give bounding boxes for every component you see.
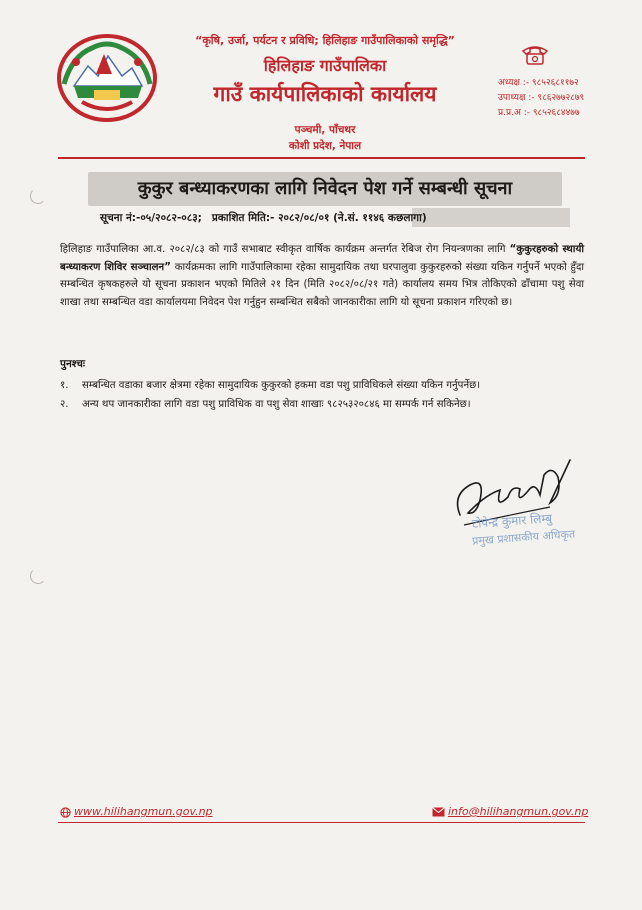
contact-cao: प्र.प्र.अ :- ९८५२६८४४७७ (498, 108, 580, 118)
office-name: गाउँ कार्यपालिकाको कार्यालय (213, 82, 437, 106)
email-text: info@hilihangmun.gov.np (448, 805, 589, 818)
notice-meta (100, 211, 580, 225)
website-text: www.hilihangmun.gov.np (74, 805, 213, 818)
envelope-icon (432, 807, 445, 817)
program-name: “कुकुरहरुको स्थायी बन्ध्याकरण शिविर सञ्चालन” (60, 244, 584, 273)
notice-title: कुकुर बन्ध्याकरणका लागि निवेदन पेश गर्ने सम्बन्धी सूचना (137, 178, 513, 199)
body-part-2: कार्यक्रमका लागि गाउँपालिकामा रहेका सामुदायिक तथा घरपालुवा कुकुरहरुको संख्या यकिन गर्नुपर्ने भएको हुँदा सम्बन्धित कृषकहरुले यो सूचना प्रकाशन भएको मितिले २१ दिन (मिति २०८२/०८/२१ गते) कार्यालय समय भित्र तोकिएको ढाँचामा पशु सेवा शाखा तथा सम्बन्धित वडा कार्यालयमा निवेदन पेश गर्नुहुन सम्बन्धित सबैको जानकारीका लागि यो सूचना प्रकाशन गरिएको छ। (60, 261, 584, 308)
footer-divider (58, 822, 585, 823)
telephone-icon (520, 42, 550, 66)
list-item (60, 376, 590, 395)
published-date: प्रकाशित मिति:- २०८२/०८/०१ (ने.सं. ११४६ कछलागा) (211, 212, 427, 224)
body-part-1: हिलिहाङ गाउँपालिका आ.व. २०८२/८३ को गाउँ सभाबाट स्वीकृत वार्षिक कार्यक्रम अन्तर्गत रेबिज रोग नियन्त्रणका लागि (60, 244, 506, 255)
punch-hole-mark (30, 568, 46, 584)
notice-number: सूचना नं:-०५/२०८२-०८३; (100, 212, 202, 224)
list-item-text: अन्य थप जानकारीका लागि वडा पशु प्राविधिक वा पशु सेवा शाखाः ९८२५३२०८४६ मा सम्पर्क गर्न सकिनेछ। (82, 399, 471, 410)
header-divider (58, 157, 585, 159)
signatory-title: प्रमुख प्रशासकीय अधिकृत (471, 527, 576, 548)
nepal-emblem-icon (52, 26, 162, 126)
list-item (60, 395, 590, 414)
municipality-name: हिलिहाङ गाउँपालिका (263, 56, 387, 75)
address-line-1: पञ्चमी, पाँचथर (294, 124, 356, 136)
contact-chairperson: अध्यक्ष :- ९८५२६८११७२ (498, 78, 579, 88)
list-item-number: २. (60, 399, 69, 410)
list-item-number: १. (60, 380, 69, 391)
contact-numbers (498, 76, 628, 121)
contact-vice-chairperson: उपाध्यक्ष :- ९८६२७७२८७९ (498, 93, 585, 103)
notice-body (60, 241, 584, 311)
address-line-2: कोशी प्रदेश, नेपाल (288, 140, 362, 152)
email-link[interactable] (432, 805, 588, 818)
municipality-motto: “कृषि, उर्जा, पर्यटन र प्रविधि; हिलिहाङ गाउँपालिकाको समृद्धि” (195, 34, 455, 47)
website-link[interactable] (60, 805, 213, 818)
postscript-heading: पुनश्चः (60, 358, 86, 370)
globe-icon (60, 807, 71, 818)
punch-hole-mark (30, 188, 46, 204)
signatory-name: टोपेन्द्र कुमार लिम्बु (471, 511, 553, 531)
list-item-text: सम्बन्धित वडाका बजार क्षेत्रमा रहेका सामुदायिक कुकुरको हकमा वडा पशु प्राविधिकले संख्या यकिन गर्नुपर्नेछ। (82, 380, 481, 391)
postscript-list (60, 376, 590, 414)
